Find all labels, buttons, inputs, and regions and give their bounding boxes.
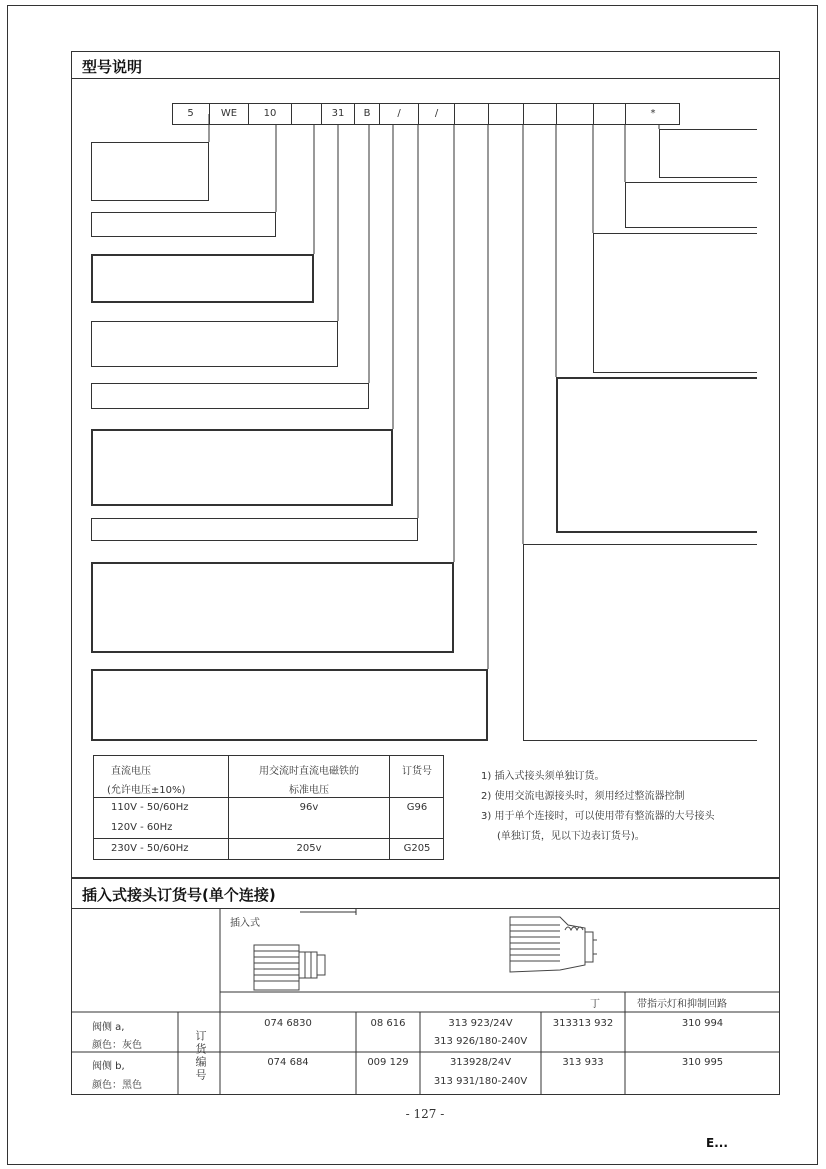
model-code-cell: 5	[187, 108, 194, 119]
model-code-cell: B	[354, 103, 379, 125]
footer-mark: E...	[706, 1136, 728, 1150]
row2-label-line1: 阀侧 b,	[92, 1061, 125, 1072]
row1-value-1: 074 6830	[264, 1018, 312, 1029]
order-number-side-label: 订货编号	[194, 1030, 207, 1082]
row2-value-2: 009 129	[367, 1057, 409, 1068]
vt-row2-ac-1: 230V - 50/60Hz	[111, 843, 189, 854]
row1-value-3a: 313 923/24V	[448, 1018, 513, 1029]
col-header-indicator: 带指示灯和抑制回路	[637, 999, 727, 1010]
vt-row1-ac-1: 110V - 50/60Hz	[111, 802, 189, 813]
section-title-model: 型号说明	[82, 58, 143, 76]
vt-header-2-line1: 用交流时直流电磁铁的	[259, 766, 359, 777]
row2-value-5: 310 995	[681, 1057, 724, 1068]
row1-label-line2: 颜色：灰色	[92, 1040, 142, 1051]
model-code-cell: *	[625, 103, 680, 125]
row2-value-1: 074 684	[267, 1057, 309, 1068]
vt-header-2-line2: 标准电压	[289, 785, 329, 796]
vt-row1-dc: 96v	[299, 802, 319, 813]
connector-partial-label: 丁	[590, 999, 600, 1010]
connector-top-label: 插入式	[230, 918, 260, 929]
vt-row1-ac-2: 120V - 60Hz	[111, 822, 173, 833]
model-code-cell: /	[418, 103, 454, 125]
row2-value-3a: 313928/24V	[449, 1057, 512, 1068]
row1-value-5: 310 994	[681, 1018, 724, 1029]
row1-value-2: 08 616	[370, 1018, 406, 1029]
page-number: - 127 -	[405, 1107, 445, 1121]
model-code-cell: /	[379, 103, 418, 125]
model-code-cell: 10	[248, 103, 291, 125]
row2-label-line2: 颜色：黑色	[92, 1080, 142, 1091]
row1-label-line1: 阀侧 a,	[92, 1022, 125, 1033]
vt-header-1-line2: (允许电压±10%)	[107, 785, 186, 796]
model-code-cell: 31	[321, 103, 354, 125]
note-2: 2) 使用交流电源接头时，须用经过整流器控制	[481, 791, 685, 802]
section-title-connector: 插入式接头订货号(单个连接)	[82, 886, 276, 904]
note-4: (单独订货，见以下边表订货号)。	[497, 831, 645, 842]
vt-row2-order: G205	[403, 843, 431, 854]
row2-value-4: 313 933	[562, 1057, 604, 1068]
row1-value-3b: 313 926/180-240V	[433, 1036, 528, 1047]
row1-value-4: 313313 932	[552, 1018, 614, 1029]
note-1: 1) 插入式接头须单独订货。	[481, 771, 605, 782]
note-3: 3) 用于单个连接时，可以使用带有整流器的大号接头	[481, 811, 715, 822]
vt-header-3: 订货号	[402, 766, 432, 777]
model-code-cell: WE	[209, 103, 248, 125]
vt-row2-dc: 205v	[296, 843, 322, 854]
row2-value-3b: 313 931/180-240V	[433, 1076, 528, 1087]
vt-header-1-line1: 直流电压	[111, 766, 151, 777]
vt-row1-order: G96	[406, 802, 428, 813]
